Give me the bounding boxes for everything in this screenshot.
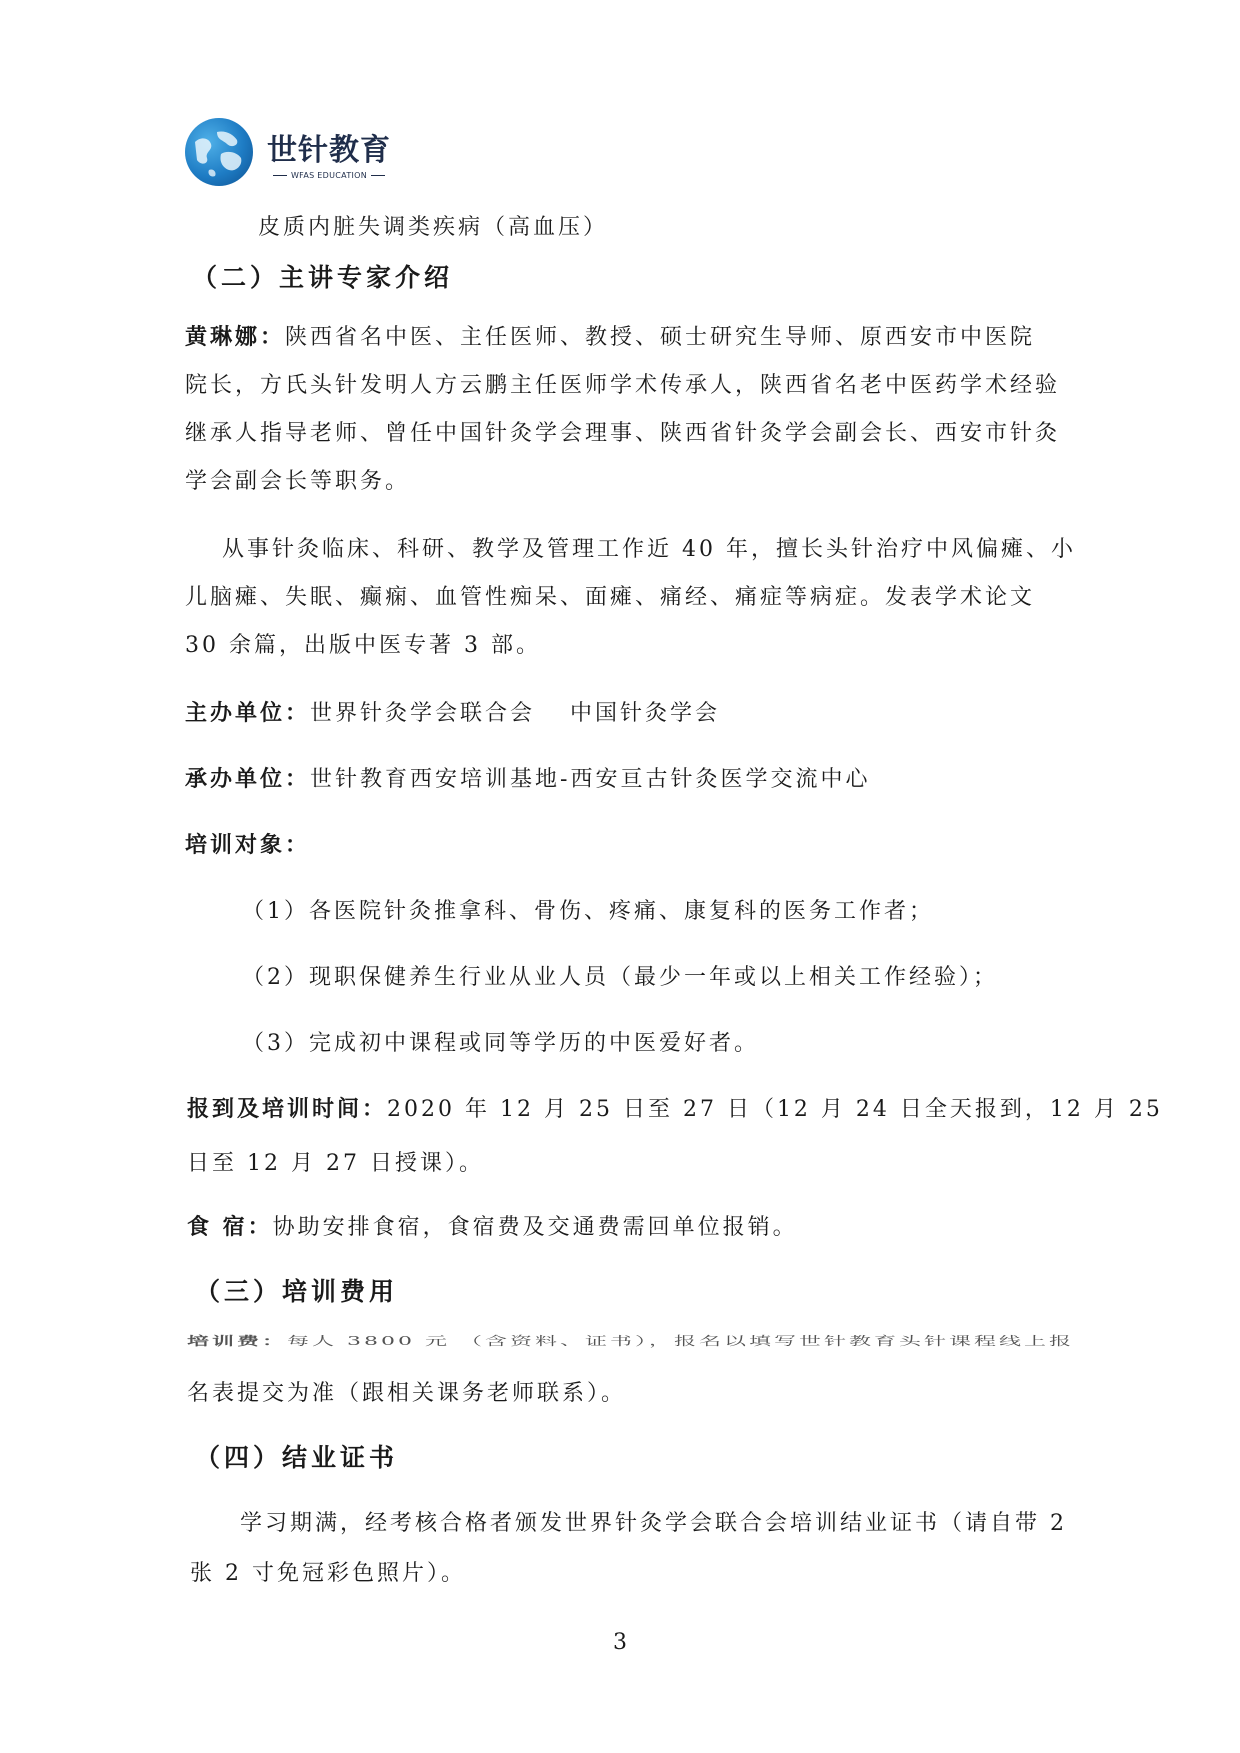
schedule-label: 报到及培训时间： [187,1097,388,1122]
audience-label: 培训对象： [185,833,311,858]
expert-bio-line: 继承人指导老师、曾任中国针灸学会理事、陕西省针灸学会副会长、西安市针灸 [185,421,1061,446]
audience-item: （1）各医院针灸推拿科、骨伤、疼痛、康复科的医务工作者； [242,899,934,924]
logo-title: 世针教育 [267,132,391,168]
lodging-row [187,1210,798,1241]
header-logo [185,118,391,186]
organizer-value: 世界针灸学会联合会 中国针灸学会 [310,701,721,726]
certificate-line: 学习期满，经考核合格者颁发世界针灸学会联合会培训结业证书（请自带 2 [240,1511,1067,1536]
globe-icon [185,118,253,186]
co-organizer-label: 承办单位： [185,767,311,792]
organizer-row [185,696,720,727]
organizer-label: 主办单位： [185,701,311,726]
fee-label: 培训费： [187,1334,288,1349]
lodging-value: 协助安排食宿，食宿费及交通费需回单位报销。 [272,1215,798,1240]
certificate-line: 张 2 寸免冠彩色照片）。 [190,1561,466,1586]
co-organizer-row [185,762,870,793]
co-organizer-value: 世针教育西安培训基地-西安亘古针灸医学交流中心 [310,767,871,792]
schedule-row [187,1092,1163,1123]
expert-experience-line: 儿脑瘫、失眠、癫痫、血管性痴呆、面瘫、痛经、痛症等病症。发表学术论文 [185,585,1036,610]
expert-bio-text: 陕西省名中医、主任医师、教授、硕士研究生导师、原西安市中医院 [285,325,1036,350]
section-heading-fees: （三）培训费用 [195,1277,399,1306]
section-heading-expert: （二）主讲专家介绍 [192,263,454,292]
section-heading-certificate: （四）结业证书 [195,1443,399,1472]
lodging-label: 食 宿： [187,1215,273,1240]
audience-item: （3）完成初中课程或同等学历的中医爱好者。 [242,1031,759,1056]
expert-bio-line: 院长，方氏头针发明人方云鹏主任医师学术传承人，陕西省名老中医药学术经验 [185,373,1061,398]
expert-bio-line [185,320,1035,351]
expert-experience-line: 30 余篇，出版中医专著 3 部。 [185,633,541,658]
expert-name: 黄琳娜： [185,325,286,350]
logo-divider [371,175,385,176]
schedule-value: 2020 年 12 月 25 日至 27 日（12 月 24 日全天报到，12 月 25 [387,1097,1163,1122]
logo-divider [273,175,287,176]
audience-item: （2）现职保健养生行业从业人员（最少一年或以上相关工作经验）； [242,965,998,990]
fee-row-continued: 名表提交为准（跟相关课务老师联系）。 [187,1381,627,1406]
schedule-row-continued: 日至 12 月 27 日授课）。 [187,1151,484,1176]
fee-row [187,1332,1074,1349]
fee-value: 每人 3800 元 （含资料、证书），报名以填写世针教育头针课程线上报 [287,1334,1074,1349]
page-number: 3 [613,1630,627,1655]
topic-line: 皮质内脏失调类疾病（高血压） [258,215,609,240]
logo-subtitle: WFAS EDUCATION [290,170,368,180]
expert-experience-line: 从事针灸临床、科研、教学及管理工作近 40 年，擅长头针治疗中风偏瘫、小 [222,537,1076,562]
expert-bio-line: 学会副会长等职务。 [185,469,411,494]
